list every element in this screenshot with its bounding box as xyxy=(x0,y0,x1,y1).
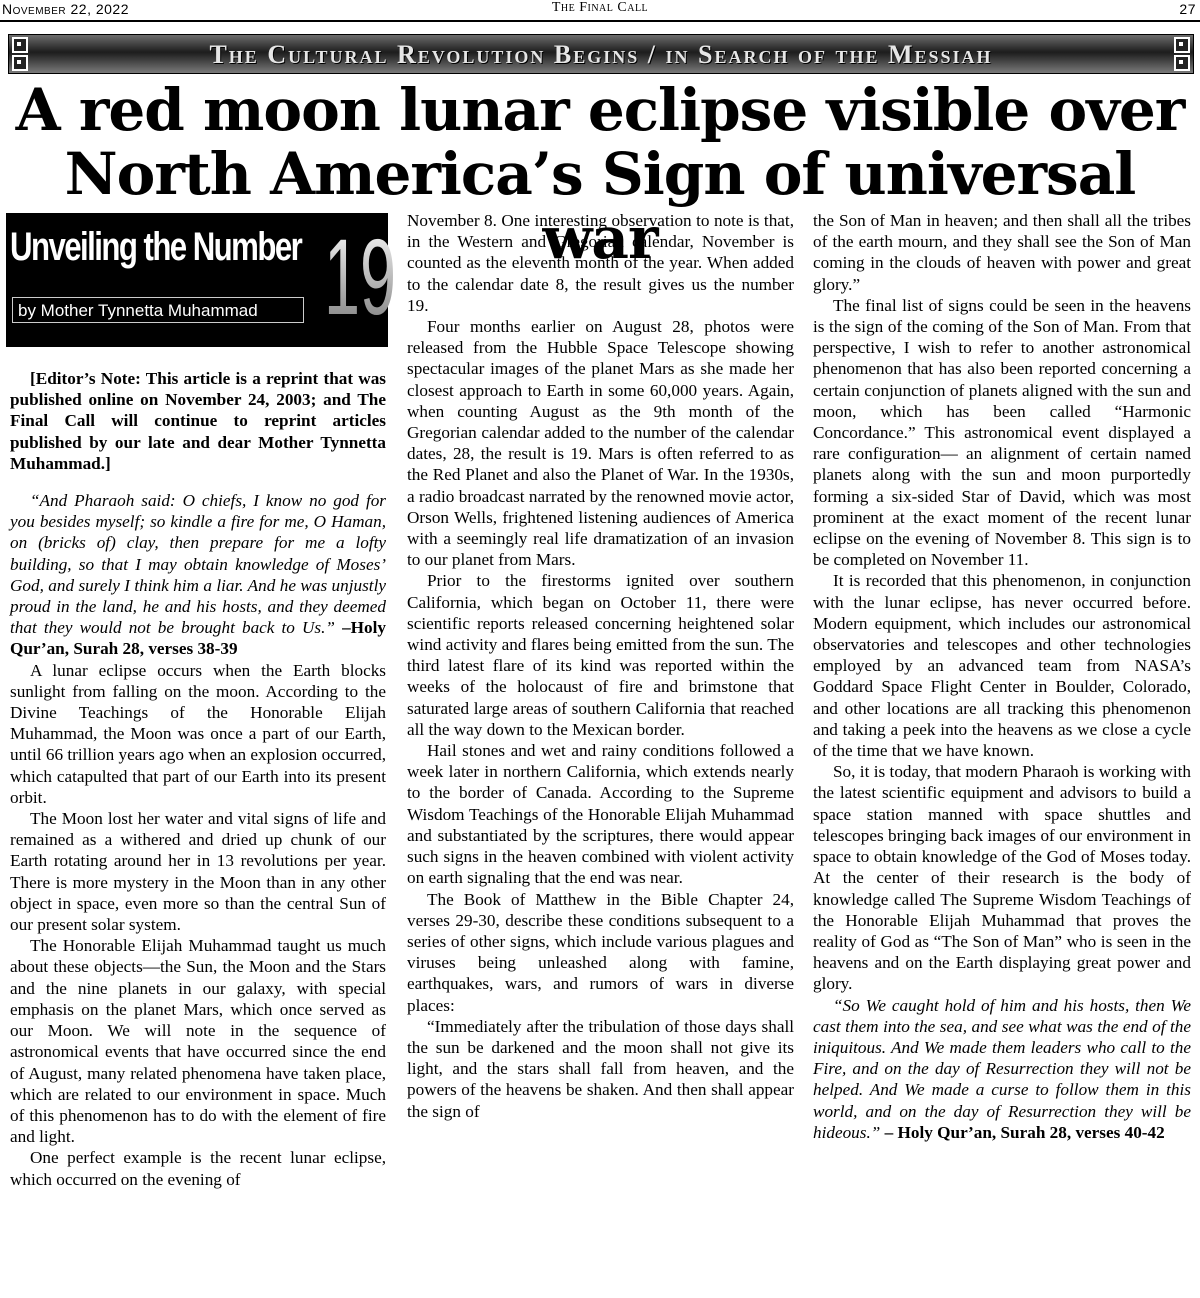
article-column-3 xyxy=(813,210,1191,1143)
paragraph: The Moon lost her water and vital signs of life and remained as a withered and dried up chunk of our Earth rotating around her in 13 revolutions per year. There is more mystery in the Moon than in any other object in space, even more so than the central Sun of our present solar system. xyxy=(10,809,386,935)
paragraph: Hail stones and wet and rainy conditions followed a week later in northern California, which extends nearly to the border of Canada. According to the Supreme Wisdom Teachings of the Honorable Elijah Muhammad and substantiated by the scriptures, there would appear such signs in the heaven combined with violent activity on earth signaling that the end was near. xyxy=(407,741,794,888)
quote-source: –Holy Qur’an, Surah 28, verses 38-39 xyxy=(10,618,386,659)
paragraph: the Son of Man in heaven; and then shall all the tribes of the earth mourn, and they shall see the Son of Man coming in the clouds of heaven with power and great glory.” xyxy=(813,211,1191,294)
quote-text: “And Pharaoh said: O chiefs, I know no god for you besides myself; so kindle a fire for me, O Haman, on (bricks of) clay, then prepare for me a lofty building, so that I may obtain knowledge of Moses’ God, and surely I think him a liar. And he was unjustly proud in the land, he and his hosts, and they deemed that they would not be brought back to Us.” xyxy=(10,491,386,638)
section-banner xyxy=(8,34,1194,74)
page-number: 27 xyxy=(1179,1,1196,17)
paragraph: The Honorable Elijah Muhammad taught us much about these objects—the Sun, the Moon and the Stars and the nine planets in our galaxy, with special emphasis on the planet Mars, which once served as our Moon. We will note in the sequence of astronomical events that have occurred since the end of August, many related phenomena have taken place, which are related to our environment in space. Much of this phenomenon has to do with the element of fire and light. xyxy=(10,936,386,1147)
paragraph: A lunar eclipse occurs when the Earth blocks sunlight from falling on the moon. According to the Divine Teachings of the Honorable Elijah Muhammad, the Moon was once a part of our Earth, until 66 trillion years ago when an explosion occurred, which catapulted that part of our Earth into its present orbit. xyxy=(10,660,386,807)
quote-text: “So We caught hold of him and his hosts, then We cast them into the sea, and see what was the end of the iniquitous. And We made them leaders who call to the Fire, and on the day of Resurrection they will not be helped. And We made a curse to follow them in this world, and on the day of Resurrection they will be hideous.” xyxy=(813,995,1191,1142)
column-logo-number: 19 xyxy=(324,216,397,337)
publication-name: The Final Call xyxy=(551,0,649,15)
quote-source: – Holy Qur’an, Surah 28, verses 40-42 xyxy=(880,1122,1165,1142)
editors-note: [Editor’s Note: This article is a reprint that was published online on November 24, 2003; and The Final Call will continue to reprint articles published by our late and dear Mother Tynnetta Muhammad.] xyxy=(10,369,386,473)
paragraph: It is recorded that this phenomenon, in conjunction with the lunar eclipse, has never occurred before. Modern equipment, which includes our astronomical observatories and telescopes and other technologies employed by an advanced team from NASA’s Goddard Space Flight Center in Boulder, Colorado, and other locations are all tracking this phenomenon and taking a peek into the heavens as we close a cycle of the time that we have known. xyxy=(813,571,1191,761)
opening-quote xyxy=(10,490,386,660)
paragraph: Prior to the firestorms ignited over southern California, which began on October 11, there were scientific reports released concerning heightened solar wind activity and flares being emitted from the sun. The third latest flare of its kind was reported within the weeks of the holocaust of fire and brimstone that saturated large areas of southern California that reached all the way down to the Mexican border. xyxy=(407,571,794,739)
issue-date: November 22, 2022 xyxy=(2,1,130,17)
paragraph: So, it is today, that modern Pharaoh is working with the latest scientific equipment and advisors to build a space station manned with space shuttles and telescopes bringing back images of our environment in space to obtain knowledge of the God of Moses today. At the center of their research is the body of knowledge called The Supreme Wisdom Teachings of the Honorable Elijah Muhammad that proves the reality of God as “The Son of Man” who is seen in the heavens and on the Earth displaying great power and glory. xyxy=(813,762,1191,994)
headline-line-1: A red moon lunar eclipse visible over xyxy=(15,76,1185,144)
article-column-2 xyxy=(407,210,794,1122)
banner-title: The Cultural Revolution Begins / in Search of the Messiah xyxy=(209,40,993,69)
paragraph: Four months earlier on August 28, photos were released from the Hubble Space Telescope showing spectacular images of the planet Mars as she made her closest approach to Earth in some 60,000 years. Again, when counting August as the 9th month of the Gregorian calendar added to the number of the calendar dates, 28, the result is 19. Mars is often referred to as the Red Planet and also the Planet of War. In the 1930s, a radio broadcast narrated by the renowned movie actor, Orson Wells, frightened listening audiences of America with a seemingly real life dramatization of an invasion to our planet from Mars. xyxy=(407,317,794,570)
paragraph: The final list of signs could be seen in the heavens is the sign of the coming of the Son of Man. From that perspective, I wish to refer to another astronomical phenomenon that has also been reported concerning a certain conjunction of planets aligned with the sun and moon, which has been called “Harmonic Concordance.” This astronomical event displayed a rare configuration— an alignment of certain named planets along with the sun and moon purportedly forming a six-sided Star of David, which was most prominent at the exact moment of the recent lunar eclipse on the evening of November 8. This sign is to be completed on November 11. xyxy=(813,295,1191,570)
column-logo-title: Unveiling the Number xyxy=(10,225,302,269)
column-byline: by Mother Tynnetta Muhammad xyxy=(12,297,304,323)
headline-line-2: North America’s Sign of universal war xyxy=(64,140,1136,272)
paragraph: The Book of Matthew in the Bible Chapter 24, verses 29-30, describe these conditions subsequent to a series of other signs, which include various plagues and viruses being unleashed along with famine, earthquakes, wars, and rumors of wars in diverse places: xyxy=(407,889,794,1015)
article-column-1 xyxy=(10,368,386,1190)
closing-quote xyxy=(813,995,1191,1143)
paragraph: November 8. One interesting observation to note is that, in the Western and Gregorian calendar, November is counted as the eleventh month of the year. When added to the calendar date 8, the result gives us the number 19. xyxy=(407,211,794,315)
column-logo xyxy=(6,213,397,347)
page-folio xyxy=(0,0,1200,22)
paragraph: “Immediately after the tribulation of those days shall the sun be darkened and the moon shall not give its light, and the stars shall fall from heaven, and the powers of the heavens be shaken. And then shall appear the sign of xyxy=(407,1016,794,1121)
paragraph: One perfect example is the recent lunar eclipse, which occurred on the evening of xyxy=(10,1148,386,1189)
